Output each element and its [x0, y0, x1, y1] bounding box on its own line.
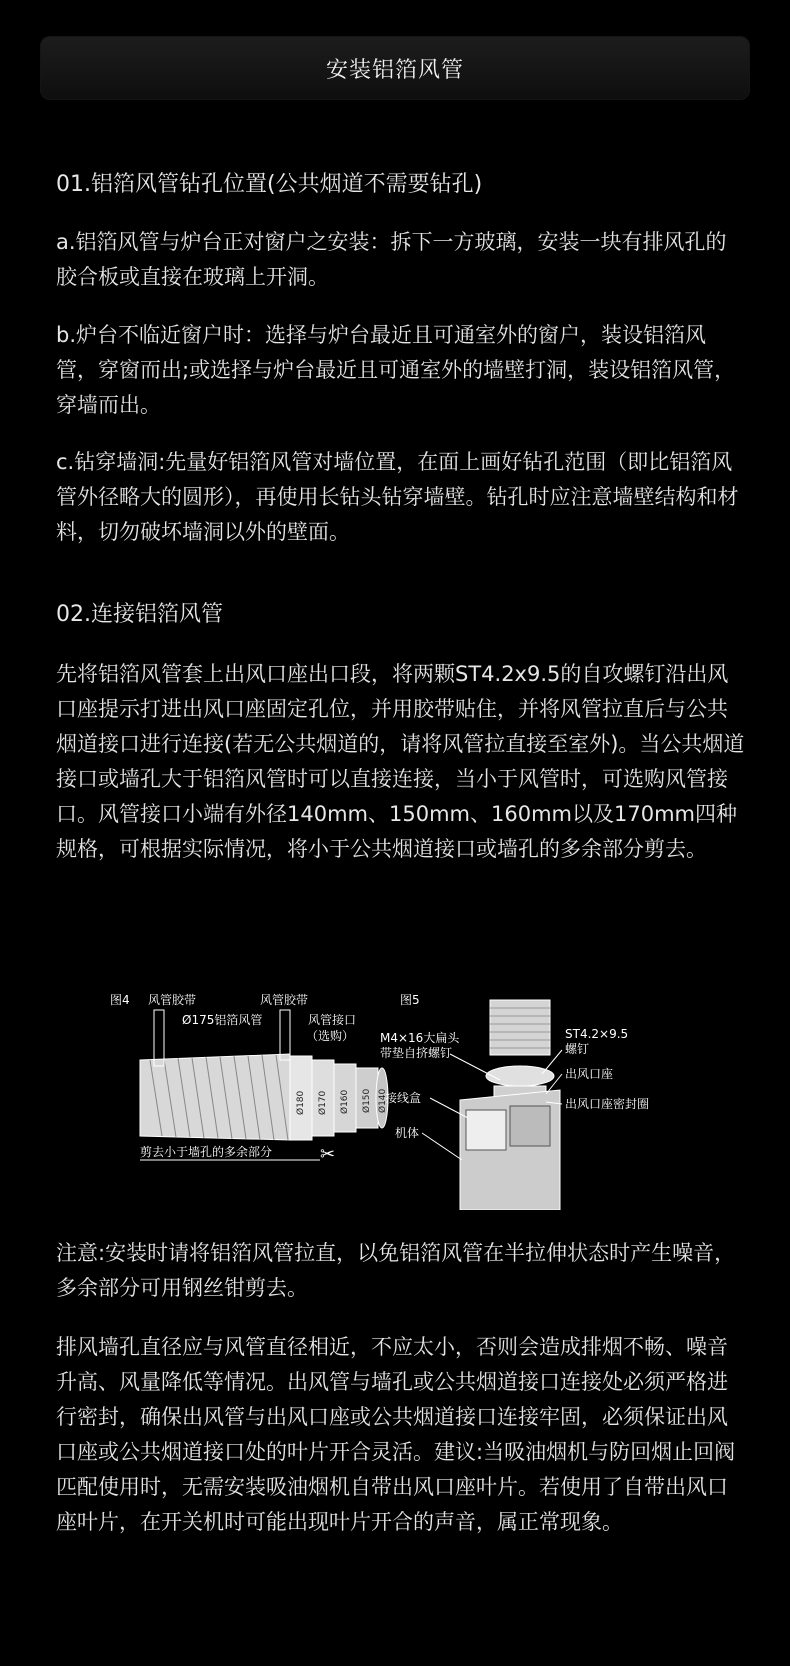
paragraph-b: [56, 318, 746, 423]
paragraph-connect: [56, 657, 746, 867]
outlet-base: [510, 1106, 550, 1146]
adapter-label-1: 风管接口: [308, 1013, 357, 1027]
dim-150: Ø150: [362, 1088, 372, 1113]
st-label-1: ST4.2×9.5: [565, 1027, 629, 1041]
section-drilling: [56, 168, 746, 202]
section-connect: [56, 598, 746, 632]
installation-figures: [110, 990, 690, 1210]
note-2-text: 排风墙孔直径应与风管直径相近，不应太小，否则会造成排烟不畅、噪音升高、风量降低等情况。出风管与墙孔或公共烟道接口连接处必须严格进行密封，确保出风管与出风口座或公共烟道接口连接牢固，必须保证出风口座或公共烟道接口处的叶片开合灵活。建议:当吸油烟机与防回烟止回阀匹配使用时，无需安装吸油烟机自带出风口座叶片。若使用了自带出风口座叶片，在开关机时可能出现叶片开合的声音，属正常现象。: [56, 1335, 736, 1534]
seal-label: 出风口座密封圈: [565, 1097, 650, 1111]
dim-170: Ø170: [318, 1090, 328, 1115]
paragraph-a: [56, 225, 746, 295]
outlet-label: 出风口座: [565, 1067, 614, 1081]
tape-band-2: [280, 1010, 290, 1060]
figures-svg: [110, 990, 690, 1210]
tape-label-2: 风管胶带: [260, 993, 309, 1007]
tape-label-1: 风管胶带: [148, 993, 197, 1007]
st-label-2: 螺钉: [565, 1042, 590, 1056]
paragraph-c: [56, 445, 746, 550]
section-heading-drilling: 01.铝箔风管钻孔位置(公共烟道不需要钻孔): [56, 172, 483, 197]
paragraph-a-text: a.铝箔风管与炉台正对窗户之安装：拆下一方玻璃，安装一块有排风孔的胶合板或直接在玻璃上开洞。: [56, 230, 727, 289]
junction-label: 接线盒: [385, 1091, 422, 1105]
figure-4: [110, 992, 388, 1165]
figure-4-label: 图4: [110, 993, 130, 1007]
dim-180: Ø180: [296, 1090, 306, 1115]
cut-label: 剪去小于墙孔的多余部分: [140, 1145, 273, 1159]
note-2: [56, 1330, 746, 1540]
paragraph-connect-text: 先将铝箔风管套上出风口座出口段，将两颗ST4.2x9.5的自攻螺钉沿出风口座提示打进出风口座固定孔位，并用胶带贴住，并将风管拉直后与公共烟道接口进行连接(若无公共烟道的，请将风管拉直接至室外)。当公共烟道接口或墙孔大于铝箔风管时可以直接连接，当小于风管时，可选购风管接口。风管接口小端有外径140mm、150mm、160mm以及170mm四种规格，可根据实际情况，将小于公共烟道接口或墙孔的多余部分剪去。: [56, 662, 745, 861]
tape-band-1: [154, 1010, 164, 1066]
screw-label-2: 带垫自挤螺钉: [380, 1046, 453, 1060]
duct-label: Ø175铝箔风管: [182, 1013, 263, 1027]
page-header: [40, 36, 750, 100]
paragraph-b-text: b.炉台不临近窗户时：选择与炉台最近且可通室外的窗户，装设铝箔风管，穿窗而出;或选择与炉台最近且可通室外的墙壁打洞，装设铝箔风管，穿墙而出。: [56, 323, 736, 417]
figure-5-label: 图5: [400, 993, 420, 1007]
note-1: [56, 1236, 746, 1306]
figure-5: [380, 993, 649, 1210]
adapter-label-2: （选购）: [306, 1029, 355, 1043]
body-label: 机体: [395, 1126, 420, 1140]
dim-160: Ø160: [340, 1089, 350, 1114]
scissors-icon: ✂: [320, 1144, 336, 1165]
paragraph-c-text: c.钻穿墙洞:先量好铝箔风管对墙位置，在面上画好钻孔范围（即比铝箔风管外径略大的圆形），再使用长钻头钻穿墙壁。钻孔时应注意墙壁结构和材料，切勿破坏墙洞以外的壁面。: [56, 450, 739, 544]
dim-140: Ø140: [378, 1088, 388, 1113]
junction-box: [466, 1110, 506, 1150]
note-1-text: 注意:安装时请将铝箔风管拉直，以免铝箔风管在半拉伸状态时产生噪音，多余部分可用钢丝钳剪去。: [56, 1241, 736, 1300]
section-heading-connect: 02.连接铝箔风管: [56, 602, 223, 627]
page-title: 安装铝箔风管: [325, 57, 464, 83]
outlet-ring: [486, 1066, 554, 1086]
screw-label-1: M4×16大扁头: [380, 1031, 460, 1045]
